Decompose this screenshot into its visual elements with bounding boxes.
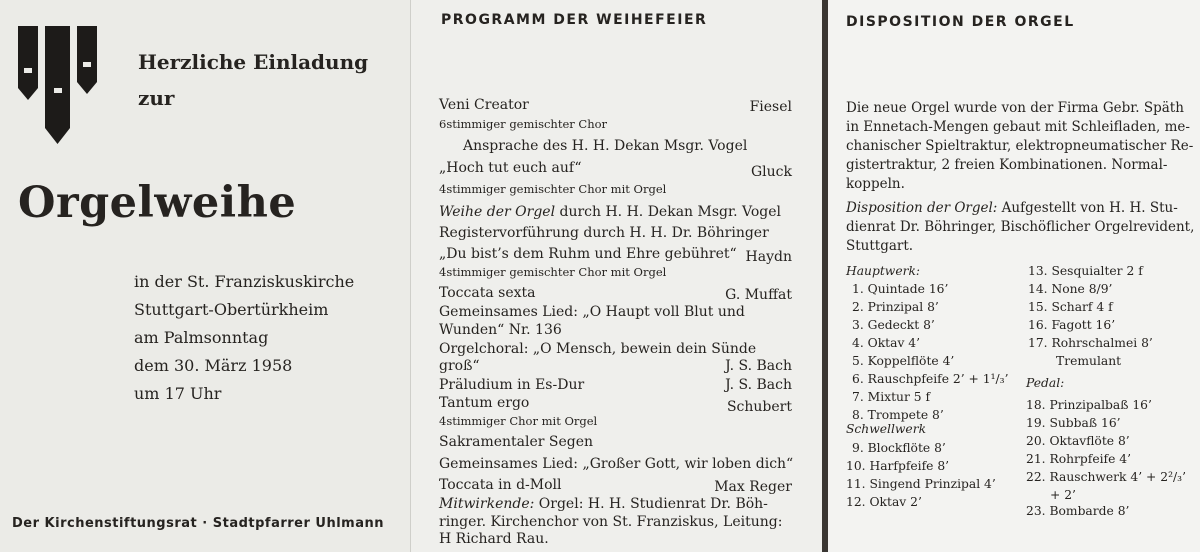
program-line: Veni Creator bbox=[439, 97, 529, 113]
program-heading: PROGRAMM DER WEIHEFEIER bbox=[441, 12, 708, 28]
stop-item: 2. Prinzipal 8’ bbox=[852, 300, 939, 314]
stop-item: 18. Prinzipalbaß 16’ bbox=[1026, 398, 1152, 412]
program-line: Mitwirkende: Orgel: H. H. Studienrat Dr. Böh- bbox=[439, 496, 768, 512]
stop-item: 11. Singend Prinzipal 4’ bbox=[846, 477, 996, 491]
stop-item: 6. Rauschpfeife 2’ + 1¹/₃’ bbox=[852, 372, 1009, 386]
invitation-line-2: zur bbox=[138, 86, 175, 110]
stop-item: 14. None 8/9’ bbox=[1028, 282, 1113, 296]
stop-item: 9. Blockflöte 8’ bbox=[852, 441, 946, 455]
tremulant: Tremulant bbox=[1056, 354, 1122, 368]
disposition-text: Stuttgart. bbox=[846, 238, 914, 254]
program-line: Tantum ergo bbox=[439, 395, 530, 411]
disposition-text: Die neue Orgel wurde von der Firma Gebr. Späth bbox=[846, 100, 1184, 116]
program-subline: 4stimmiger gemischter Chor mit Orgel bbox=[439, 265, 667, 279]
detail-date: dem 30. März 1958 bbox=[134, 356, 293, 375]
program-composer: J. S. Bach bbox=[725, 377, 792, 393]
program-subline: 4stimmiger gemischter Chor mit Orgel bbox=[439, 182, 667, 196]
program-subline: 4stimmiger Chor mit Orgel bbox=[439, 414, 598, 428]
disposition-text: dienrat Dr. Böhringer, Bischöflicher Orgelrevident, bbox=[846, 219, 1195, 235]
disposition-text: koppeln. bbox=[846, 176, 905, 192]
detail-place: Stuttgart-Obertürkheim bbox=[134, 300, 329, 319]
program-line: ringer. Kirchenchor von St. Franziskus, Leitung: bbox=[439, 514, 783, 530]
stop-item: 13. Sesquialter 2 f bbox=[1028, 264, 1143, 278]
stop-item: 22. Rauschwerk 4’ + 2²/₃’ bbox=[1026, 470, 1187, 484]
stop-item: 17. Rohrschalmei 8’ bbox=[1028, 336, 1153, 350]
detail-time: um 17 Uhr bbox=[134, 384, 222, 403]
program-line: Orgelchoral: „O Mensch, bewein dein Sünde bbox=[439, 341, 757, 357]
program-line: Ansprache des H. H. Dekan Msgr. Vogel bbox=[463, 138, 748, 154]
stop-item: 15. Scharf 4 f bbox=[1028, 300, 1113, 314]
program-line: H Richard Rau. bbox=[439, 531, 549, 547]
stop-item: 3. Gedeckt 8’ bbox=[852, 318, 935, 332]
hauptwerk-label: Hauptwerk: bbox=[846, 264, 921, 278]
stop-item: 4. Oktav 4’ bbox=[852, 336, 921, 350]
disposition-heading: DISPOSITION DER ORGEL bbox=[846, 14, 1075, 30]
disposition-text: gistertraktur, 2 freien Kombinationen. Normal- bbox=[846, 157, 1168, 173]
program-line: Gemeinsames Lied: „Großer Gott, wir loben dich“ bbox=[439, 456, 794, 472]
program-composer: Gluck bbox=[750, 164, 792, 180]
disposition-text: in Ennetach-Mengen gebaut mit Schleifladen, me- bbox=[846, 119, 1190, 135]
program-composer: G. Muffat bbox=[725, 287, 792, 303]
program-line: Wunden“ Nr. 136 bbox=[439, 322, 562, 338]
event-title: Orgelweihe bbox=[18, 178, 297, 228]
stop-item: 21. Rohrpfeife 4’ bbox=[1026, 452, 1132, 466]
program-line: Registervorführung durch H. H. Dr. Böhringer bbox=[439, 225, 769, 241]
detail-day: am Palmsonntag bbox=[134, 328, 269, 347]
disposition-text: chanischer Spieltraktur, elektropneumatischer Re- bbox=[846, 138, 1194, 154]
invitation-footer: Der Kirchenstiftungsrat · Stadtpfarrer Uhlmann bbox=[12, 516, 385, 531]
detail-church: in der St. Franziskuskirche bbox=[134, 272, 355, 291]
program-line: „Hoch tut euch auf“ bbox=[439, 160, 582, 176]
stop-item: 5. Koppelflöte 4’ bbox=[852, 354, 955, 368]
stop-item: 12. Oktav 2’ bbox=[846, 495, 922, 509]
pedal-label: Pedal: bbox=[1026, 376, 1065, 390]
program-line: Gemeinsames Lied: „O Haupt voll Blut und bbox=[439, 304, 745, 320]
program-composer: J. S. Bach bbox=[725, 358, 792, 374]
program-line: Toccata sexta bbox=[439, 285, 536, 301]
program-line: „Du bist’s dem Ruhm und Ehre gebühret“ bbox=[439, 246, 737, 262]
stop-item: 20. Oktavflöte 8’ bbox=[1026, 434, 1130, 448]
program-line: Toccata in d-Moll bbox=[439, 477, 562, 493]
program-composer: Haydn bbox=[745, 249, 792, 265]
disposition-text: Disposition der Orgel: Aufgestellt von H. H. Stu- bbox=[846, 200, 1178, 216]
program-composer: Fiesel bbox=[749, 99, 792, 115]
program-composer: Schubert bbox=[726, 399, 792, 415]
program-composer: Max Reger bbox=[714, 479, 792, 495]
organ-pipes-logo bbox=[18, 26, 100, 146]
invitation-line-1: Herzliche Einladung bbox=[138, 50, 369, 74]
stop-item: 19. Subbaß 16’ bbox=[1026, 416, 1121, 430]
stop-item: 1. Quintade 16’ bbox=[852, 282, 949, 296]
program-subline: 6stimmiger gemischter Chor bbox=[439, 117, 608, 131]
stop-item-continuation: + 2’ bbox=[1050, 488, 1076, 502]
stop-item: 10. Harfpfeife 8’ bbox=[846, 459, 950, 473]
stop-item: 8. Trompete 8’ bbox=[852, 408, 944, 422]
invitation-panel bbox=[0, 0, 410, 552]
program-line: Sakramentaler Segen bbox=[439, 434, 594, 450]
program-panel bbox=[410, 0, 822, 552]
stop-item: 23. Bombarde 8’ bbox=[1026, 504, 1130, 518]
stop-item: 7. Mixtur 5 f bbox=[852, 390, 931, 404]
program-line: Weihe der Orgel durch H. H. Dekan Msgr. Vogel bbox=[439, 204, 782, 220]
program-line: Präludium in Es-Dur bbox=[439, 377, 585, 393]
stop-item: 16. Fagott 16’ bbox=[1028, 318, 1116, 332]
disposition-panel bbox=[828, 0, 1200, 552]
schwellwerk-label: Schwellwerk bbox=[846, 422, 927, 436]
program-line: groß“ bbox=[439, 358, 480, 374]
